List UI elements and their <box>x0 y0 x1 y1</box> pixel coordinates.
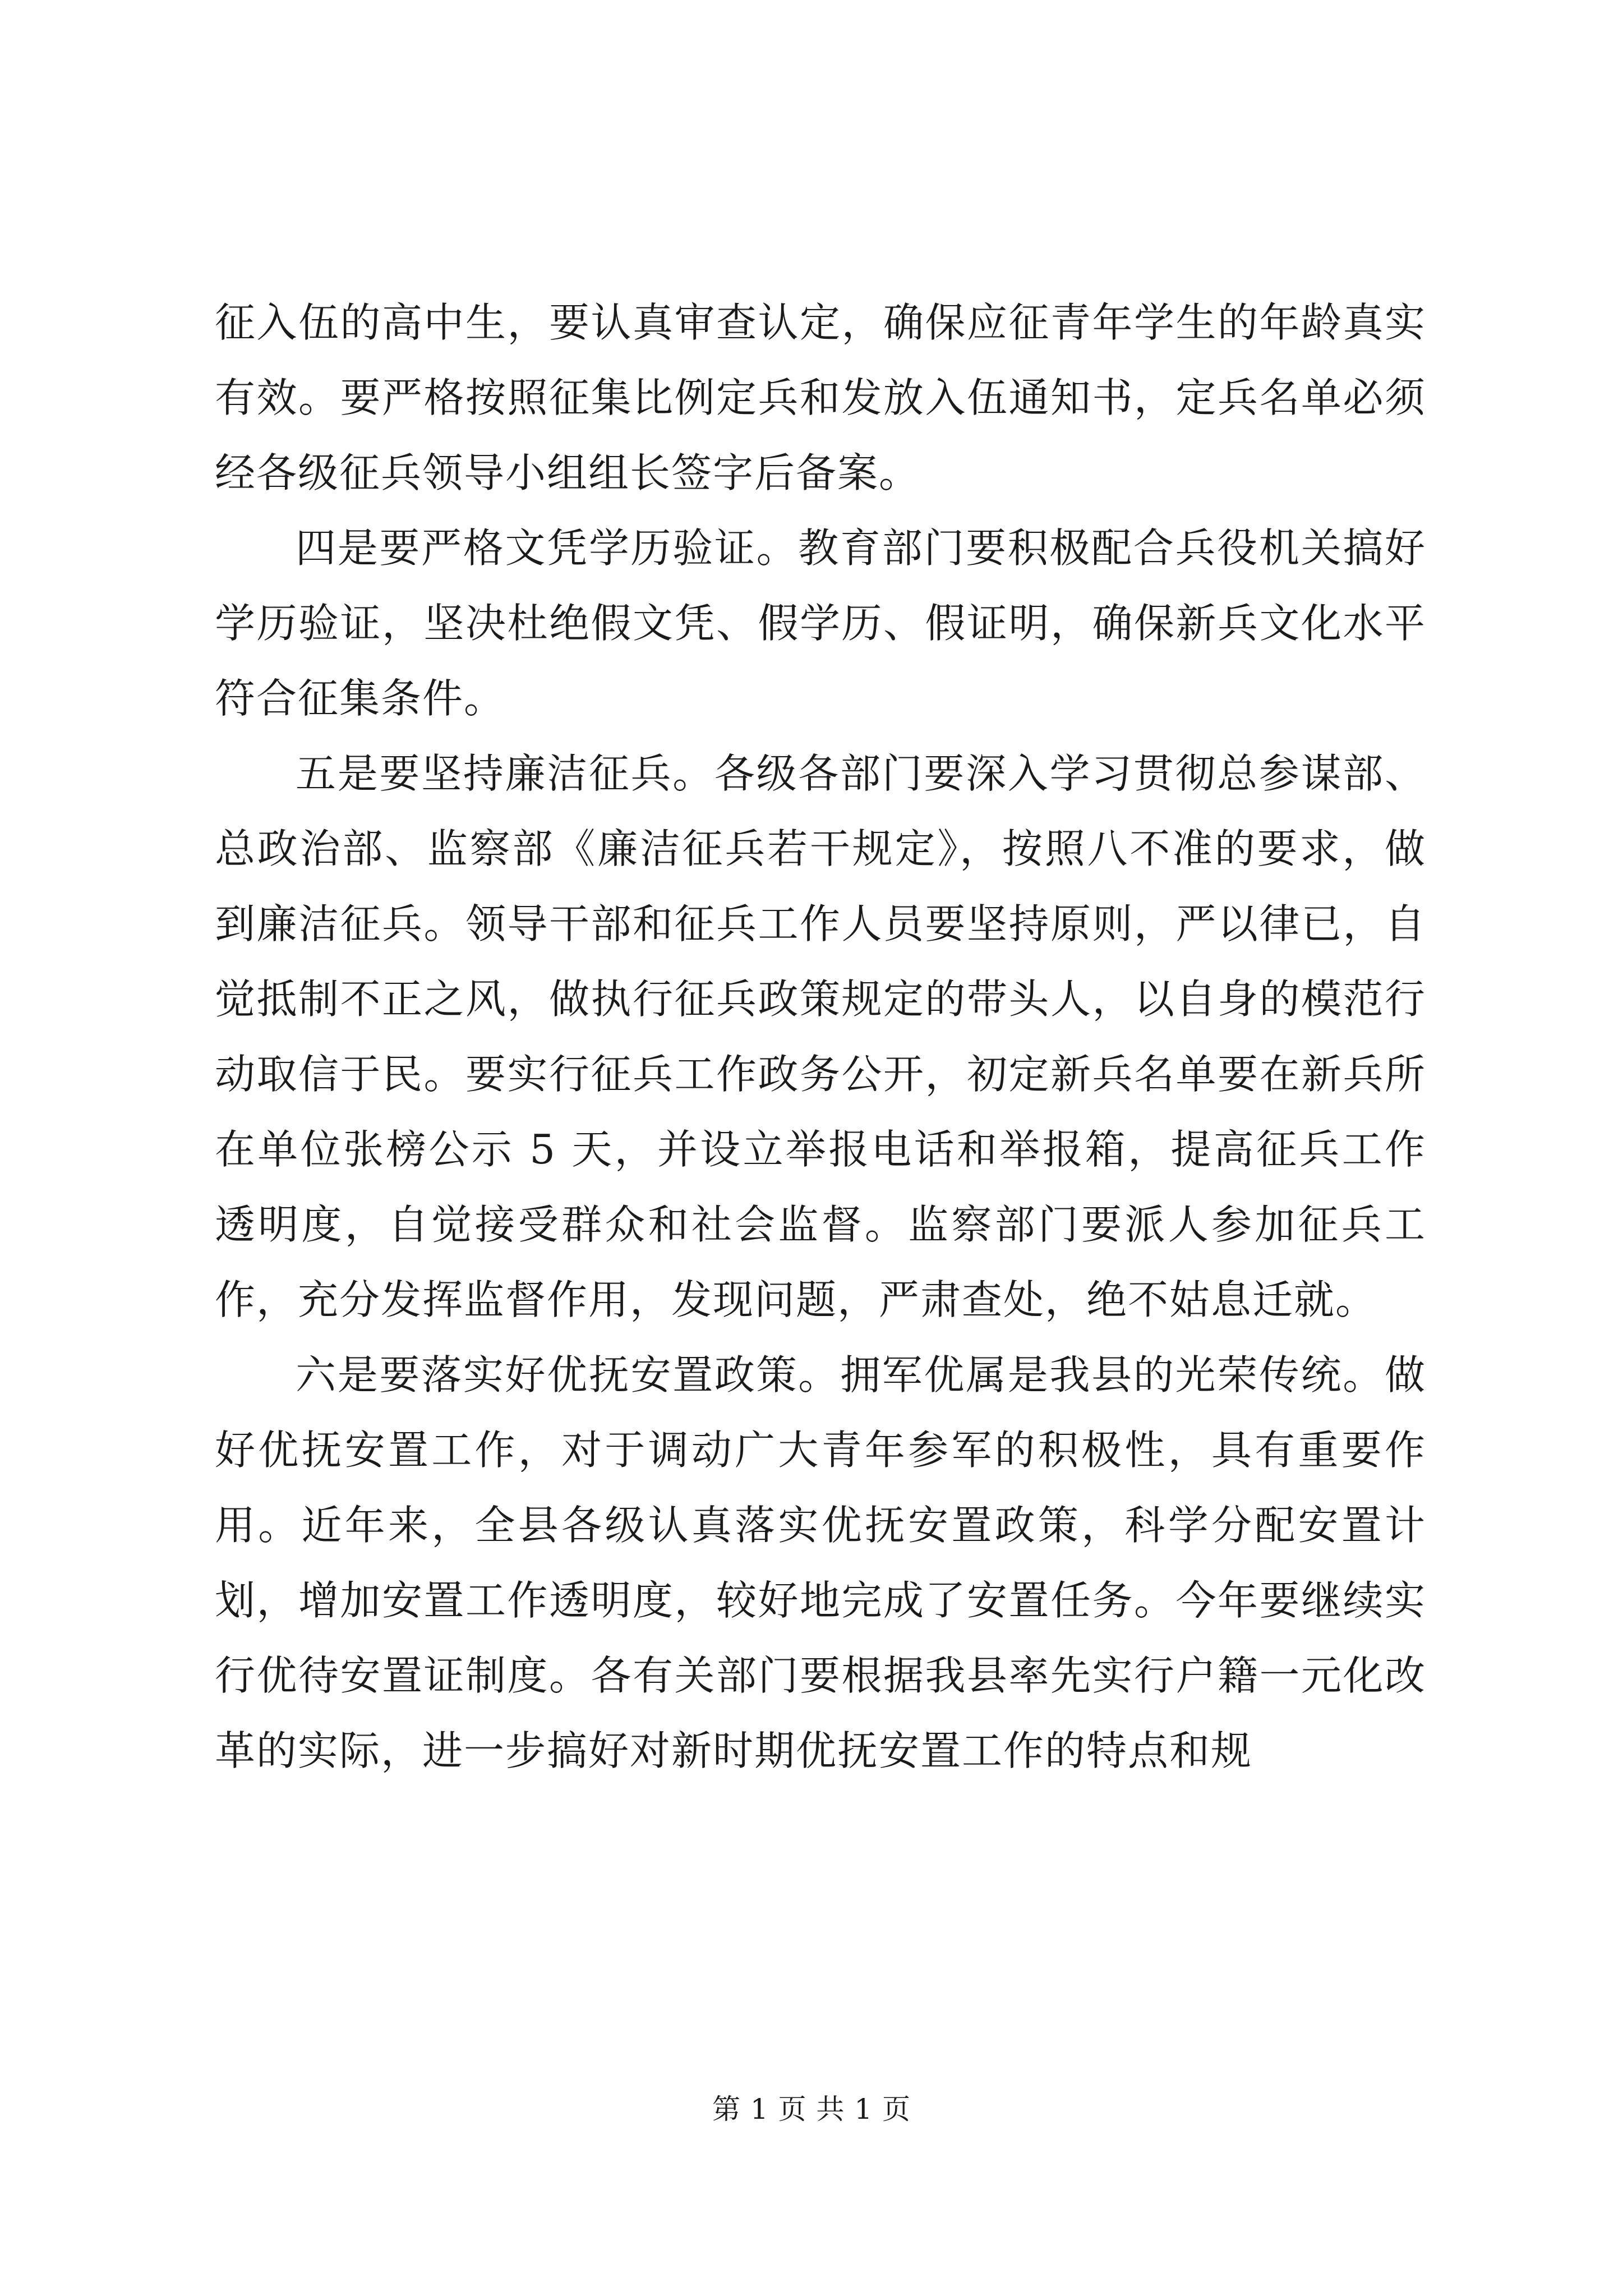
paragraph-diploma-verification: 四是要严格文凭学历验证。教育部门要积极配合兵役机关搞好学历验证，坚决杜绝假文凭、假学历、假证明，确保新兵文化水平符合征集条件。 <box>215 524 1426 722</box>
paragraph-clean-conscription: 五是要坚持廉洁征兵。各级各部门要深入学习贯彻总参谋部、总政治部、监察部《廉洁征兵若干规定》，按照八不准的要求，做到廉洁征兵。领导干部和征兵工作人员要坚持原则，严以律已，自觉抵制不正之风，做执行征兵政策规定的带头人，以自身的模范行动取信于民。要实行征兵工作政务公开，初定新兵名单要在新兵所在单位张榜公示 5 天，并设立举报电话和举报箱，提高征兵工作透明度，自觉接受群众和社会监督。监察部门要派人参加征兵工作，充分发挥监督作用，发现问题，严肃查处，绝不姑息迁就。 <box>215 750 1426 1323</box>
paragraph-resettlement-policy: 六是要落实好优抚安置政策。拥军优属是我县的光荣传统。做好优抚安置工作，对于调动广大青年参军的积极性，具有重要作用。近年来，全县各级认真落实优抚安置政策，科学分配安置计划，增加安置工作透明度，较好地完成了安置任务。今年要继续实行优待安置证制度。各有关部门要根据我县率先实行户籍一元化改革的实际，进一步搞好对新时期优抚安置工作的特点和规 <box>215 1351 1426 1774</box>
page-footer <box>0 2090 1623 2129</box>
page-number-label: 第 1 页 共 1 页 <box>712 2093 911 2125</box>
document-body <box>215 285 1426 1788</box>
paragraph-continuation: 征入伍的高中生，要认真审查认定，确保应征青年学生的年龄真实有效。要严格按照征集比例定兵和发放入伍通知书，定兵名单必须经各级征兵领导小组组长签字后备案。 <box>215 299 1426 496</box>
